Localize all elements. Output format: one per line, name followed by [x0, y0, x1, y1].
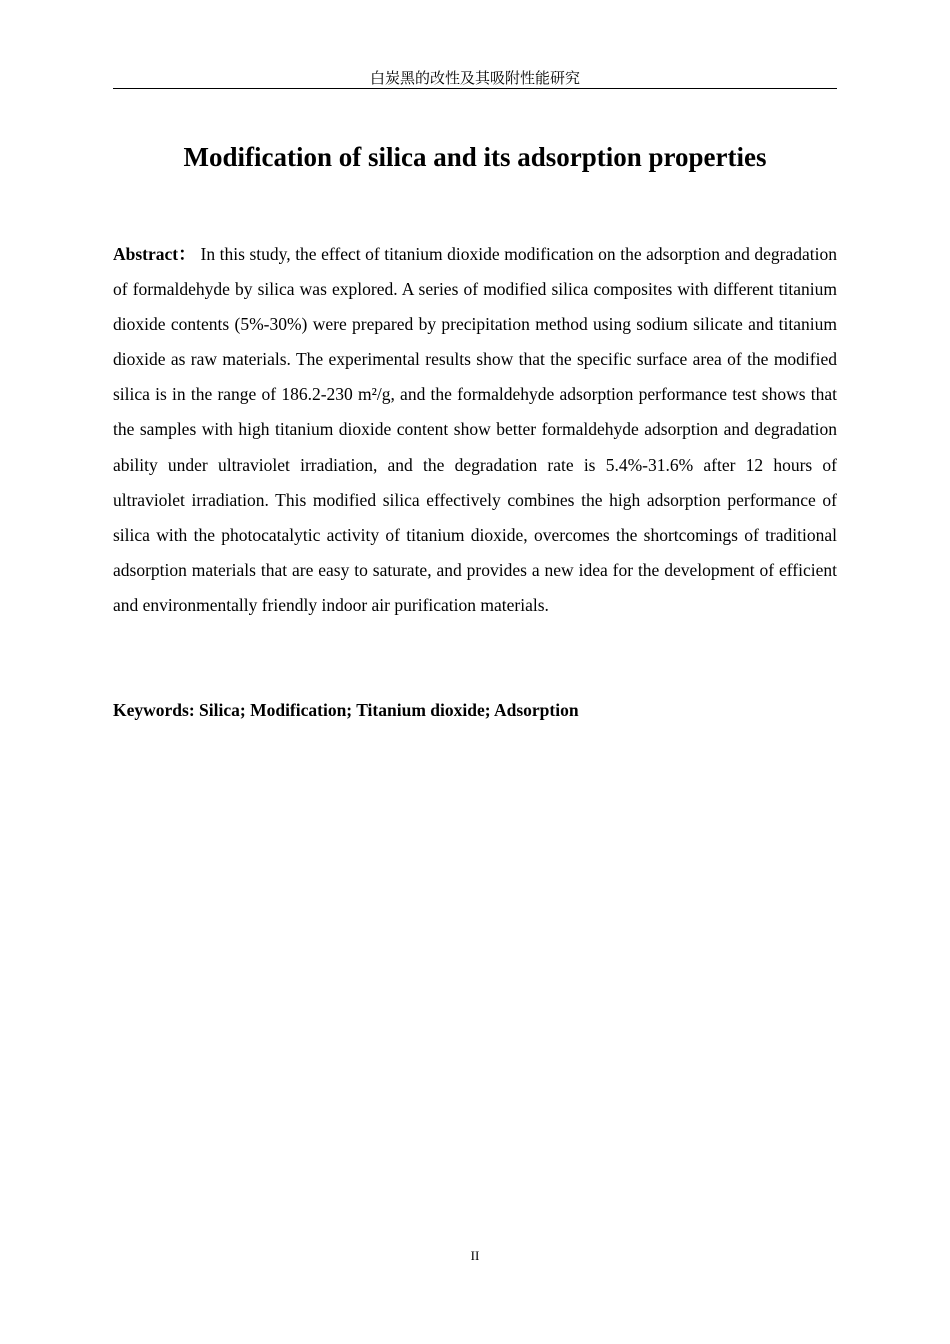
paper-title: Modification of silica and its adsorption properties — [183, 142, 767, 172]
abstract-label: Abstract： — [113, 244, 196, 264]
abstract-text: In this study, the effect of titanium dioxide modification on the adsorption and degradation of formaldehyde by silica was explored. A series of modified silica composites with different titanium dioxide contents (5%-30%) were prepared by precipitation method using sodium silicate and titanium dioxide as raw materials. The experimental results show that the specific surface area of the modified silica is in the range of 186.2-230 m²/g, and the formaldehyde adsorption performance test shows that the samples with high titanium dioxide content show better formaldehyde adsorption and degradation ability under ultraviolet irradiation, and the degradation rate is 5.4%-31.6% after 12 hours of ultraviolet irradiation. This modified silica effectively combines the high adsorption performance of silica with the photocatalytic activity of titanium dioxide, overcomes the shortcomings of traditional adsorption materials that are easy to saturate, and provides a new idea for the development of efficient and environmentally friendly indoor air purification materials. — [113, 244, 838, 615]
page-number: II — [470, 1248, 480, 1263]
abstract-paragraph — [113, 237, 837, 623]
keywords-line: Keywords: Silica; Modification; Titanium dioxide; Adsorption — [113, 700, 579, 720]
running-header: 白炭黑的改性及其吸附性能研究 — [113, 68, 837, 89]
